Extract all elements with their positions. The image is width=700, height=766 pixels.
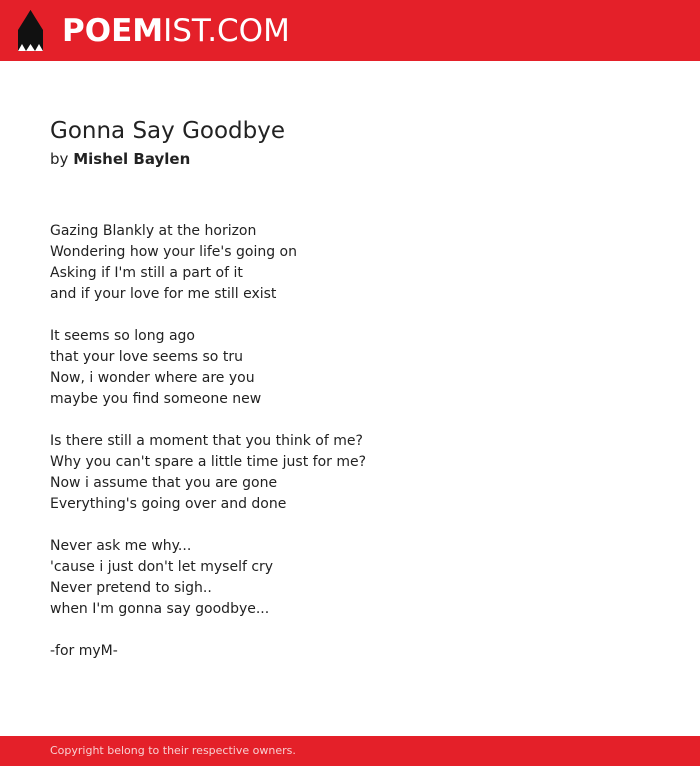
- poem-stanza: [50, 641, 650, 662]
- poem-line: when I'm gonna say goodbye...: [50, 601, 270, 617]
- poem-line: Now i assume that you are gone: [50, 475, 278, 491]
- copyright-text: Copyright belong to their respective owners.: [50, 744, 296, 757]
- poem-line: Everything's going over and done: [50, 496, 287, 512]
- poem-stanza: [50, 221, 650, 305]
- poem-stanza: [50, 431, 650, 515]
- poem-line: Wondering how your life's going on: [50, 244, 297, 260]
- poem-title: Gonna Say Goodbye: [50, 118, 285, 144]
- poem-line: Never ask me why...: [50, 538, 192, 554]
- poem-line: -for myM-: [50, 643, 118, 659]
- poem-line: that your love seems so tru: [50, 349, 243, 365]
- poem-line: Gazing Blankly at the horizon: [50, 223, 257, 239]
- poem-line: Why you can't spare a little time just for me?: [50, 454, 367, 470]
- poem-line: 'cause i just don't let myself cry: [50, 559, 274, 575]
- logo-text-light: IST.COM: [163, 13, 290, 49]
- poem-line: Never pretend to sigh..: [50, 580, 212, 596]
- poem-line: Now, i wonder where are you: [50, 370, 255, 386]
- poem-stanza: [50, 536, 650, 620]
- by-label: by: [50, 150, 69, 168]
- poem-line: It seems so long ago: [50, 328, 195, 344]
- site-header: [0, 0, 700, 61]
- poem-stanza: [50, 326, 650, 410]
- site-footer: [0, 736, 700, 766]
- logo-text-bold: POEM: [62, 13, 164, 49]
- pencil-logo-icon[interactable]: [18, 10, 43, 51]
- site-logo[interactable]: [62, 12, 290, 50]
- author-link[interactable]: Mishel Baylen: [73, 150, 191, 168]
- poem-byline: [50, 147, 650, 171]
- poem-line: maybe you find someone new: [50, 391, 262, 407]
- poem-body: [50, 221, 650, 662]
- poem-line: Asking if I'm still a part of it: [50, 265, 243, 281]
- poem-line: Is there still a moment that you think of me?: [50, 433, 363, 449]
- poem-content: [50, 116, 650, 683]
- poem-line: and if your love for me still exist: [50, 286, 277, 302]
